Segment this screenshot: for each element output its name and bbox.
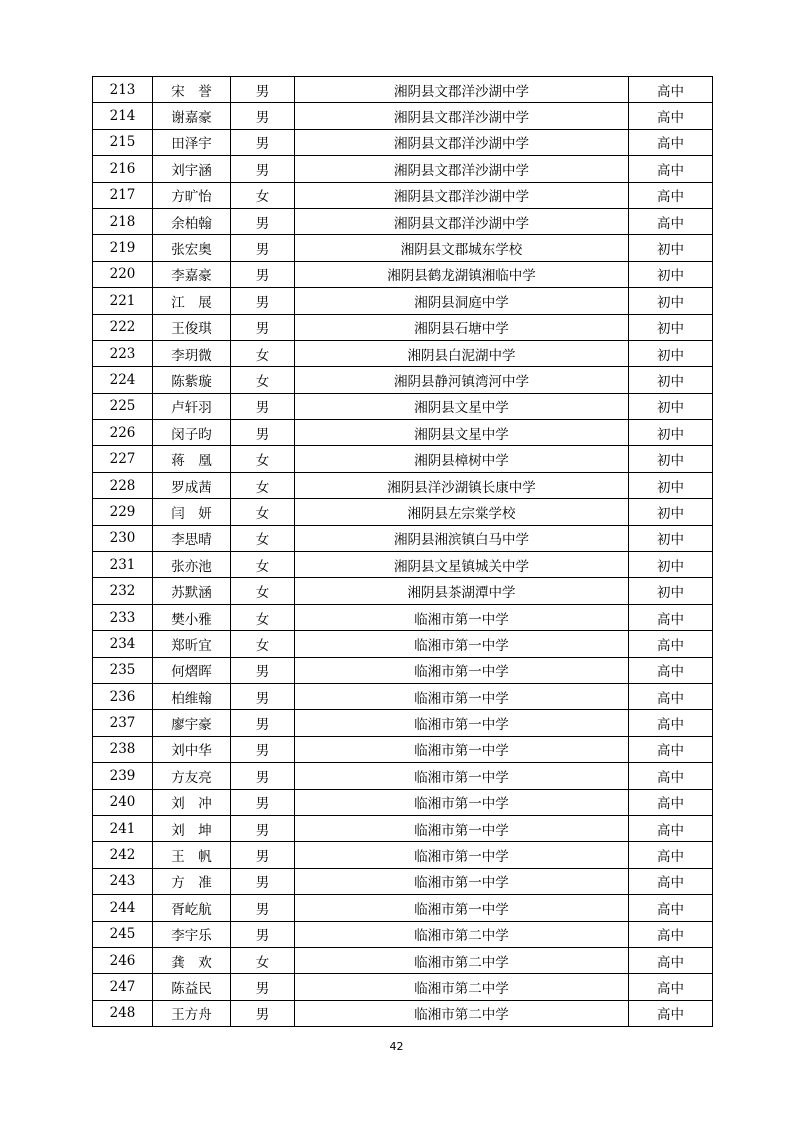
student-name-cell: 方 准 <box>153 868 231 894</box>
student-name-cell: 李宇乐 <box>153 921 231 947</box>
school-name-cell: 湘阴县文郡洋沙湖中学 <box>295 156 629 182</box>
gender-cell: 男 <box>231 974 295 1000</box>
school-level-cell: 高中 <box>629 895 713 921</box>
table-row <box>93 921 713 947</box>
table-row <box>93 340 713 366</box>
row-number-cell: 248 <box>93 1000 153 1026</box>
table-row <box>93 578 713 604</box>
school-level-cell: 高中 <box>629 683 713 709</box>
row-number-cell: 247 <box>93 974 153 1000</box>
school-name-cell: 临湘市第一中学 <box>295 710 629 736</box>
school-level-cell: 高中 <box>629 604 713 630</box>
row-number-cell: 232 <box>93 578 153 604</box>
table-row <box>93 815 713 841</box>
row-number-cell: 216 <box>93 156 153 182</box>
school-level-cell: 初中 <box>629 235 713 261</box>
row-number-cell: 215 <box>93 129 153 155</box>
student-name-cell: 方旷怡 <box>153 182 231 208</box>
gender-cell: 男 <box>231 736 295 762</box>
school-level-cell: 高中 <box>629 182 713 208</box>
school-level-cell: 高中 <box>629 842 713 868</box>
row-number-cell: 227 <box>93 446 153 472</box>
student-name-cell: 陈紫璇 <box>153 367 231 393</box>
table-row <box>93 314 713 340</box>
table-row <box>93 710 713 736</box>
student-name-cell: 方友亮 <box>153 763 231 789</box>
row-number-cell: 234 <box>93 631 153 657</box>
table-row <box>93 552 713 578</box>
school-name-cell: 湘阴县文郡洋沙湖中学 <box>295 129 629 155</box>
gender-cell: 女 <box>231 631 295 657</box>
gender-cell: 男 <box>231 288 295 314</box>
school-name-cell: 临湘市第二中学 <box>295 1000 629 1026</box>
table-row <box>93 446 713 472</box>
gender-cell: 女 <box>231 578 295 604</box>
row-number-cell: 224 <box>93 367 153 393</box>
school-name-cell: 湘阴县茶湖潭中学 <box>295 578 629 604</box>
student-name-cell: 柏维翰 <box>153 683 231 709</box>
gender-cell: 男 <box>231 815 295 841</box>
school-name-cell: 临湘市第一中学 <box>295 657 629 683</box>
gender-cell: 女 <box>231 182 295 208</box>
school-name-cell: 湘阴县洞庭中学 <box>295 288 629 314</box>
student-name-cell: 刘 坤 <box>153 815 231 841</box>
table-row <box>93 525 713 551</box>
table-row <box>93 288 713 314</box>
row-number-cell: 218 <box>93 208 153 234</box>
gender-cell: 女 <box>231 367 295 393</box>
row-number-cell: 220 <box>93 261 153 287</box>
gender-cell: 女 <box>231 552 295 578</box>
gender-cell: 女 <box>231 472 295 498</box>
school-name-cell: 临湘市第一中学 <box>295 868 629 894</box>
student-name-cell: 王方舟 <box>153 1000 231 1026</box>
row-number-cell: 231 <box>93 552 153 578</box>
table-row <box>93 367 713 393</box>
school-name-cell: 临湘市第一中学 <box>295 604 629 630</box>
gender-cell: 男 <box>231 868 295 894</box>
student-name-cell: 闵子昀 <box>153 420 231 446</box>
row-number-cell: 243 <box>93 868 153 894</box>
student-name-cell: 刘 冲 <box>153 789 231 815</box>
student-name-cell: 胥屹航 <box>153 895 231 921</box>
student-name-cell: 李思晴 <box>153 525 231 551</box>
school-name-cell: 湘阴县静河镇湾河中学 <box>295 367 629 393</box>
school-name-cell: 临湘市第二中学 <box>295 947 629 973</box>
school-name-cell: 湘阴县文郡洋沙湖中学 <box>295 103 629 129</box>
student-name-cell: 田泽宇 <box>153 129 231 155</box>
school-level-cell: 初中 <box>629 499 713 525</box>
school-name-cell: 湘阴县湘滨镇白马中学 <box>295 525 629 551</box>
table-row <box>93 789 713 815</box>
school-name-cell: 湘阴县文郡洋沙湖中学 <box>295 77 629 103</box>
school-name-cell: 临湘市第一中学 <box>295 895 629 921</box>
school-level-cell: 初中 <box>629 525 713 551</box>
page-number: 42 <box>389 1040 404 1053</box>
table-row <box>93 156 713 182</box>
gender-cell: 女 <box>231 947 295 973</box>
school-level-cell: 高中 <box>629 710 713 736</box>
student-name-cell: 刘宇涵 <box>153 156 231 182</box>
student-name-cell: 李玥微 <box>153 340 231 366</box>
school-level-cell: 初中 <box>629 446 713 472</box>
school-level-cell: 高中 <box>629 763 713 789</box>
row-number-cell: 237 <box>93 710 153 736</box>
table-row <box>93 974 713 1000</box>
gender-cell: 男 <box>231 103 295 129</box>
student-name-cell: 张宏奥 <box>153 235 231 261</box>
school-name-cell: 临湘市第一中学 <box>295 842 629 868</box>
school-level-cell: 高中 <box>629 974 713 1000</box>
school-level-cell: 初中 <box>629 552 713 578</box>
gender-cell: 男 <box>231 156 295 182</box>
gender-cell: 男 <box>231 1000 295 1026</box>
school-name-cell: 湘阴县文郡城东学校 <box>295 235 629 261</box>
school-level-cell: 初中 <box>629 288 713 314</box>
student-name-cell: 樊小雅 <box>153 604 231 630</box>
student-name-cell: 张亦池 <box>153 552 231 578</box>
table-row <box>93 1000 713 1026</box>
school-level-cell: 高中 <box>629 208 713 234</box>
row-number-cell: 222 <box>93 314 153 340</box>
school-name-cell: 湘阴县文星中学 <box>295 420 629 446</box>
table-row <box>93 182 713 208</box>
row-number-cell: 245 <box>93 921 153 947</box>
table-row <box>93 631 713 657</box>
row-number-cell: 221 <box>93 288 153 314</box>
school-name-cell: 湘阴县文郡洋沙湖中学 <box>295 208 629 234</box>
row-number-cell: 225 <box>93 393 153 419</box>
table-row <box>93 420 713 446</box>
student-name-cell: 刘中华 <box>153 736 231 762</box>
table-row <box>93 947 713 973</box>
row-number-cell: 217 <box>93 182 153 208</box>
student-name-cell: 江 展 <box>153 288 231 314</box>
student-name-cell: 廖宇豪 <box>153 710 231 736</box>
school-level-cell: 初中 <box>629 578 713 604</box>
student-name-cell: 闫 妍 <box>153 499 231 525</box>
gender-cell: 男 <box>231 710 295 736</box>
gender-cell: 女 <box>231 446 295 472</box>
student-name-cell: 余柏翰 <box>153 208 231 234</box>
student-name-cell: 苏默涵 <box>153 578 231 604</box>
school-level-cell: 高中 <box>629 815 713 841</box>
student-name-cell: 陈益民 <box>153 974 231 1000</box>
table-row <box>93 129 713 155</box>
table-row <box>93 895 713 921</box>
school-level-cell: 高中 <box>629 657 713 683</box>
table-row <box>93 736 713 762</box>
school-name-cell: 湘阴县洋沙湖镇长康中学 <box>295 472 629 498</box>
school-name-cell: 湘阴县文郡洋沙湖中学 <box>295 182 629 208</box>
school-name-cell: 湘阴县樟树中学 <box>295 446 629 472</box>
school-name-cell: 湘阴县鹤龙湖镇湘临中学 <box>295 261 629 287</box>
gender-cell: 男 <box>231 208 295 234</box>
student-name-cell: 龚 欢 <box>153 947 231 973</box>
school-name-cell: 湘阴县石塘中学 <box>295 314 629 340</box>
row-number-cell: 244 <box>93 895 153 921</box>
school-name-cell: 湘阴县文星中学 <box>295 393 629 419</box>
table-row <box>93 393 713 419</box>
school-level-cell: 初中 <box>629 367 713 393</box>
gender-cell: 男 <box>231 895 295 921</box>
school-level-cell: 初中 <box>629 472 713 498</box>
school-level-cell: 高中 <box>629 947 713 973</box>
row-number-cell: 223 <box>93 340 153 366</box>
school-level-cell: 初中 <box>629 340 713 366</box>
school-level-cell: 初中 <box>629 261 713 287</box>
student-name-cell: 王 帆 <box>153 842 231 868</box>
row-number-cell: 236 <box>93 683 153 709</box>
gender-cell: 男 <box>231 314 295 340</box>
school-name-cell: 临湘市第一中学 <box>295 631 629 657</box>
school-level-cell: 初中 <box>629 314 713 340</box>
school-level-cell: 高中 <box>629 736 713 762</box>
school-name-cell: 临湘市第一中学 <box>295 763 629 789</box>
table-row <box>93 261 713 287</box>
table-row <box>93 472 713 498</box>
student-name-cell: 蒋 凰 <box>153 446 231 472</box>
student-name-cell: 何熠晖 <box>153 657 231 683</box>
gender-cell: 女 <box>231 604 295 630</box>
student-name-cell: 罗成茜 <box>153 472 231 498</box>
gender-cell: 男 <box>231 261 295 287</box>
school-name-cell: 临湘市第一中学 <box>295 815 629 841</box>
school-name-cell: 临湘市第二中学 <box>295 974 629 1000</box>
row-number-cell: 240 <box>93 789 153 815</box>
gender-cell: 男 <box>231 683 295 709</box>
table-row <box>93 683 713 709</box>
school-level-cell: 高中 <box>629 129 713 155</box>
table-row <box>93 208 713 234</box>
table-row <box>93 842 713 868</box>
table-row <box>93 604 713 630</box>
gender-cell: 男 <box>231 657 295 683</box>
student-name-cell: 郑昕宜 <box>153 631 231 657</box>
school-level-cell: 高中 <box>629 921 713 947</box>
row-number-cell: 214 <box>93 103 153 129</box>
gender-cell: 男 <box>231 129 295 155</box>
school-name-cell: 湘阴县文星镇城关中学 <box>295 552 629 578</box>
gender-cell: 男 <box>231 842 295 868</box>
table-row <box>93 103 713 129</box>
gender-cell: 男 <box>231 393 295 419</box>
table-row <box>93 868 713 894</box>
roster-table-body <box>93 77 713 1027</box>
row-number-cell: 226 <box>93 420 153 446</box>
row-number-cell: 219 <box>93 235 153 261</box>
school-level-cell: 高中 <box>629 103 713 129</box>
school-level-cell: 高中 <box>629 77 713 103</box>
gender-cell: 女 <box>231 340 295 366</box>
gender-cell: 女 <box>231 499 295 525</box>
table-row <box>93 77 713 103</box>
roster-table <box>92 76 713 1027</box>
row-number-cell: 239 <box>93 763 153 789</box>
gender-cell: 男 <box>231 763 295 789</box>
school-level-cell: 高中 <box>629 156 713 182</box>
row-number-cell: 241 <box>93 815 153 841</box>
row-number-cell: 242 <box>93 842 153 868</box>
row-number-cell: 230 <box>93 525 153 551</box>
row-number-cell: 228 <box>93 472 153 498</box>
table-row <box>93 763 713 789</box>
student-name-cell: 李嘉豪 <box>153 261 231 287</box>
gender-cell: 男 <box>231 789 295 815</box>
school-name-cell: 临湘市第一中学 <box>295 736 629 762</box>
gender-cell: 男 <box>231 77 295 103</box>
school-name-cell: 临湘市第二中学 <box>295 921 629 947</box>
row-number-cell: 233 <box>93 604 153 630</box>
school-name-cell: 湘阴县左宗棠学校 <box>295 499 629 525</box>
row-number-cell: 235 <box>93 657 153 683</box>
school-level-cell: 高中 <box>629 789 713 815</box>
row-number-cell: 246 <box>93 947 153 973</box>
student-name-cell: 谢嘉豪 <box>153 103 231 129</box>
student-name-cell: 王俊琪 <box>153 314 231 340</box>
gender-cell: 女 <box>231 525 295 551</box>
student-name-cell: 宋 誉 <box>153 77 231 103</box>
school-level-cell: 高中 <box>629 868 713 894</box>
table-row <box>93 499 713 525</box>
school-name-cell: 临湘市第一中学 <box>295 789 629 815</box>
school-level-cell: 高中 <box>629 631 713 657</box>
school-level-cell: 高中 <box>629 1000 713 1026</box>
school-level-cell: 初中 <box>629 393 713 419</box>
gender-cell: 男 <box>231 235 295 261</box>
school-name-cell: 临湘市第一中学 <box>295 683 629 709</box>
student-name-cell: 卢轩羽 <box>153 393 231 419</box>
row-number-cell: 213 <box>93 77 153 103</box>
row-number-cell: 238 <box>93 736 153 762</box>
table-row <box>93 235 713 261</box>
gender-cell: 男 <box>231 921 295 947</box>
gender-cell: 男 <box>231 420 295 446</box>
school-level-cell: 初中 <box>629 420 713 446</box>
table-row <box>93 657 713 683</box>
row-number-cell: 229 <box>93 499 153 525</box>
school-name-cell: 湘阴县白泥湖中学 <box>295 340 629 366</box>
